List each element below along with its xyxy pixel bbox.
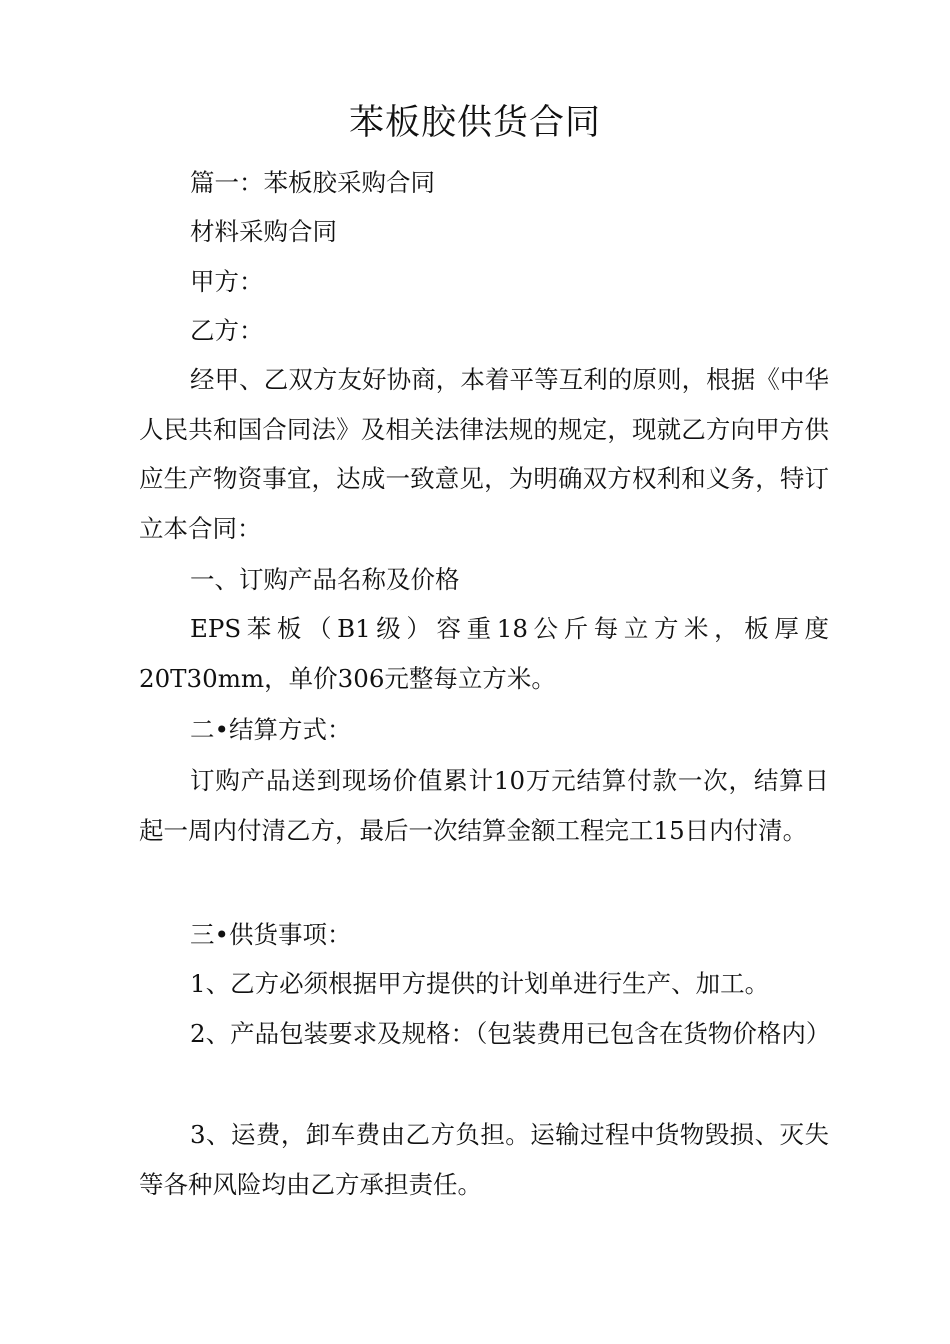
section-1-heading: 一、订购产品名称及价格 [190, 565, 460, 594]
party-b-label: 乙方： [190, 316, 264, 345]
product-price-paragraph: EPS苯板（B1级）容重18公斤每立方米，板厚度20T30mm，单价306元整每立方米。 [139, 614, 829, 693]
document-title: 苯板胶供货合同 [348, 103, 601, 143]
section-3-heading: 三•供货事项： [190, 920, 352, 949]
party-a-label: 甲方： [190, 267, 264, 296]
supply-item-1: 1、乙方必须根据甲方提供的计划单进行生产、加工。 [190, 969, 770, 998]
settlement-paragraph: 订购产品送到现场价值累计10万元结算付款一次，结算日起一周内付清乙方，最后一次结算金额工程完工15日内付清。 [139, 766, 829, 845]
section-2-heading: 二•结算方式： [190, 715, 352, 744]
preamble-paragraph: 经甲、乙双方友好协商，本着平等互利的原则，根据《中华人民共和国合同法》及相关法律法规的规定，现就乙方向甲方供应生产物资事宜，达成一致意见，为明确双方权利和义务，特订立本合同： [139, 365, 829, 543]
supply-item-2: 2、产品包装要求及规格：（包装费用已包含在货物价格内） [190, 1019, 831, 1048]
contract-name: 材料采购合同 [190, 217, 337, 246]
supply-item-3: 3、运费，卸车费由乙方负担。运输过程中货物毁损、灭失等各种风险均由乙方承担责任。 [139, 1120, 829, 1199]
chapter-heading: 篇一：苯板胶采购合同 [190, 168, 435, 197]
